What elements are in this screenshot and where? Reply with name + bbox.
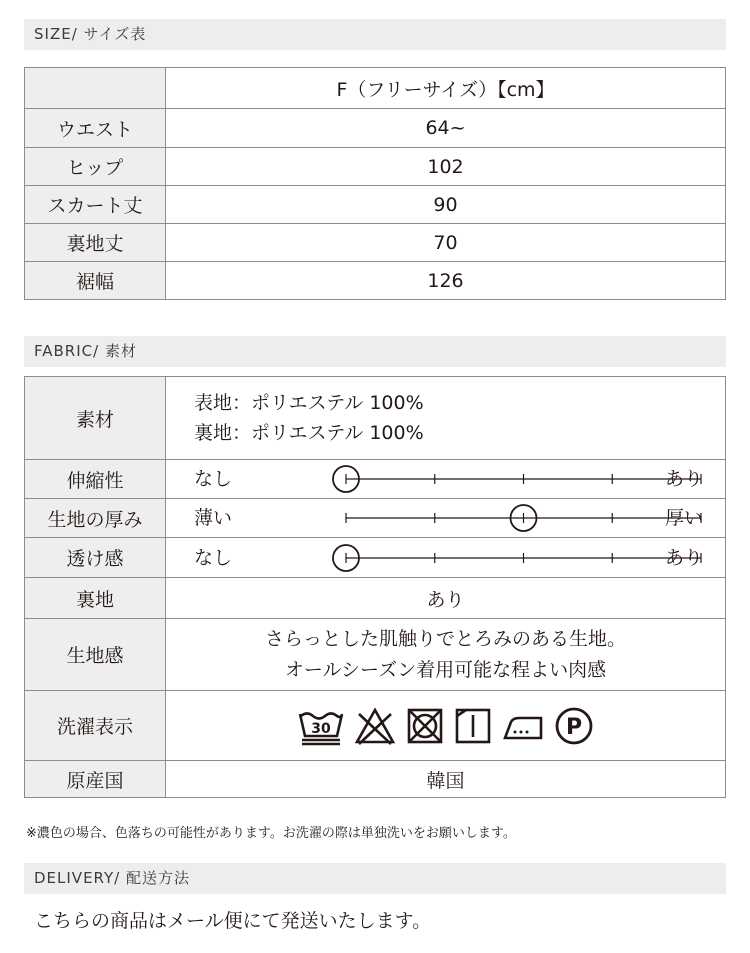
stretch-low-label: なし: [194, 468, 233, 490]
size-value: 126: [166, 262, 726, 300]
sheerness-label: 透け感: [25, 538, 166, 578]
sheerness-low-label: なし: [194, 546, 233, 569]
origin-value: 韓国: [166, 761, 726, 798]
size-value: 64~: [166, 109, 726, 148]
fabric-table: [24, 376, 726, 798]
delivery-heading: DELIVERY/ 配送方法: [24, 863, 726, 894]
no-bleach-icon: [353, 706, 397, 746]
size-value: 102: [166, 148, 726, 186]
size-heading: SIZE/ サイズ表: [24, 19, 726, 50]
color-notice: ※濃色の場合、色落ちの可能性があります。お洗濯の際は単独洗いをお願いします。: [26, 826, 516, 841]
feel-line-2: オールシーズン着用可能な程よい肉感: [284, 658, 607, 681]
wash-30-gentle-icon: [297, 706, 345, 746]
wash-temperature: 30: [310, 720, 331, 737]
size-label: 裾幅: [25, 262, 166, 300]
size-label: ウエスト: [25, 109, 166, 148]
thickness-low-label: 薄い: [194, 507, 233, 529]
size-column-header: F（フリーサイズ）【cm】: [166, 68, 726, 109]
sheerness-high-label: あり: [664, 546, 703, 569]
thickness-high-label: 厚い: [664, 507, 703, 529]
stretch-high-label: あり: [664, 468, 703, 490]
feel-line-1: さらっとした肌触りでとろみのある生地。: [264, 627, 626, 650]
dryclean-letter: P: [565, 714, 582, 740]
hang-dry-icon: [453, 706, 493, 746]
dryclean-p-icon: [553, 705, 595, 747]
lining-label: 裏地: [25, 578, 166, 619]
fabric-heading: FABRIC/ 素材: [24, 336, 726, 367]
stretch-label: 伸縮性: [25, 460, 166, 499]
origin-label: 原産国: [25, 761, 166, 798]
feel-label: 生地感: [25, 619, 166, 691]
no-tumble-dry-icon: [405, 706, 445, 746]
thickness-label: 生地の厚み: [25, 499, 166, 538]
size-value: 90: [166, 186, 726, 224]
material-lining: 裏地：ポリエステル 100%: [194, 422, 424, 444]
lining-value: あり: [166, 578, 726, 619]
size-label: 裏地丈: [25, 224, 166, 262]
material-label: 素材: [25, 377, 166, 460]
size-value: 70: [166, 224, 726, 262]
size-label: スカート丈: [25, 186, 166, 224]
care-label: 洗濯表示: [25, 691, 166, 761]
size-corner-cell: [25, 68, 166, 109]
delivery-text: こちらの商品はメール便にて発送いたします。: [34, 910, 432, 932]
iron-low-icon: [501, 706, 545, 746]
size-label: ヒップ: [25, 148, 166, 186]
care-symbols: [166, 705, 725, 747]
size-table: [24, 67, 726, 300]
material-outer: 表地：ポリエステル 100%: [194, 392, 424, 414]
